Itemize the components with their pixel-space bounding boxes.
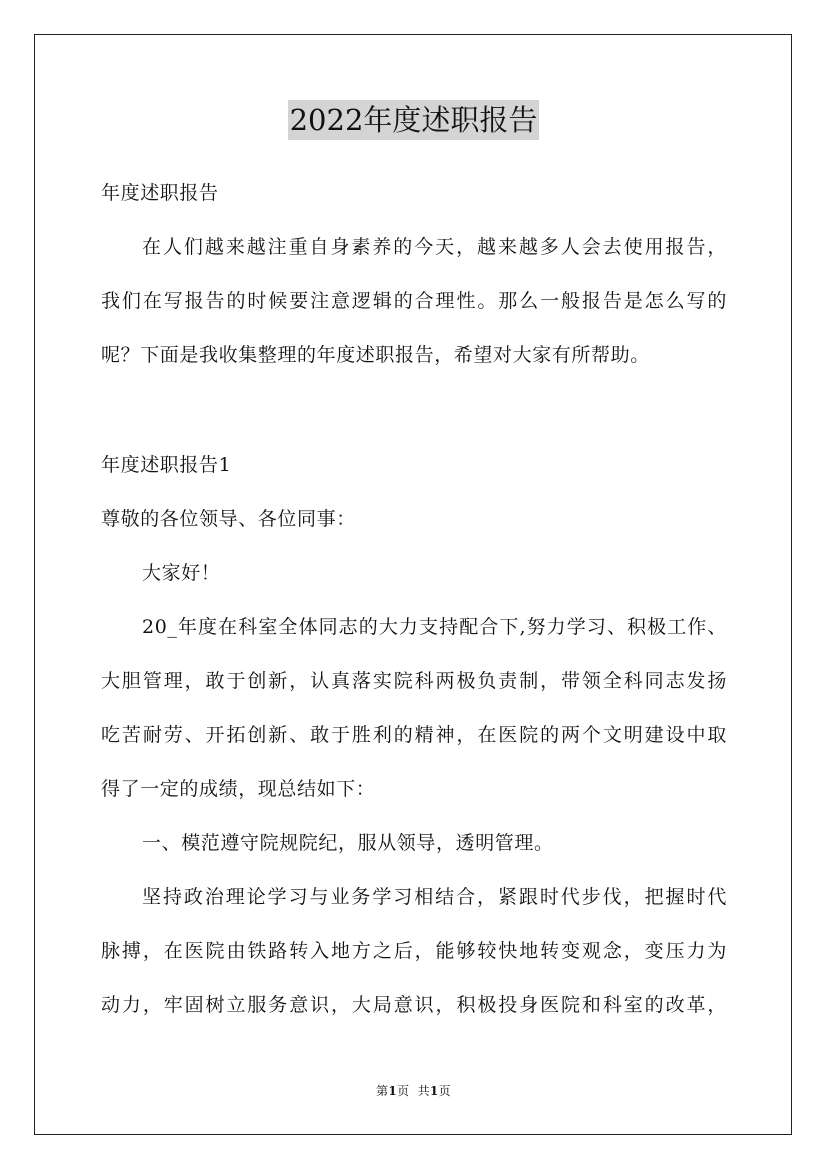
- paragraph-line: 脉搏，在医院由铁路转入地方之后，能够较快地转变观念，变压力为: [101, 940, 727, 962]
- paragraph-line: 吃苦耐劳、开拓创新、敢于胜利的精神，在医院的两个文明建设中取: [101, 724, 727, 746]
- greeting: 大家好！: [142, 562, 221, 584]
- intro-line: 在人们越来越注重自身素养的今天，越来越多人会去使用报告，: [142, 236, 727, 258]
- total-pages-suffix: 页: [438, 1084, 451, 1098]
- paragraph-line: 得了一定的成绩，现总结如下：: [101, 778, 376, 800]
- point-heading: 一、模范遵守院规院纪，服从领导，透明管理。: [142, 832, 554, 854]
- intro-line: 呢？下面是我收集整理的年度述职报告，希望对大家有所帮助。: [101, 344, 650, 366]
- spacer: [101, 389, 727, 445]
- total-pages-count: 1: [429, 1084, 439, 1098]
- paragraph-line: 动力，牢固树立服务意识，大局意识，积极投身医院和科室的改革，: [101, 994, 727, 1016]
- total-pages-prefix: 共: [417, 1084, 430, 1098]
- intro-line: 我们在写报告的时候要注意逻辑的合理性。那么一般报告是怎么写的: [101, 290, 727, 312]
- document-body: [101, 173, 727, 1039]
- salutation: 尊敬的各位领导、各位同事：: [101, 508, 356, 530]
- page-number-current: 1: [388, 1084, 398, 1098]
- page-number-suffix: 页: [397, 1084, 410, 1098]
- subtitle: 年度述职报告: [101, 182, 219, 204]
- page-footer: [0, 1082, 827, 1100]
- paragraph-line: 20_年度在科室全体同志的大力支持配合下,努力学习、积极工作、: [142, 616, 727, 638]
- document-title: 2022年度述职报告: [288, 100, 540, 140]
- page-number-prefix: 第: [376, 1084, 389, 1098]
- paragraph-line: 大胆管理，敢于创新，认真落实院科两极负责制，带领全科同志发扬: [101, 670, 727, 692]
- title-container: [0, 100, 827, 140]
- section-heading: 年度述职报告1: [101, 454, 232, 476]
- paragraph-line: 坚持政治理论学习与业务学习相结合，紧跟时代步伐，把握时代: [142, 886, 727, 908]
